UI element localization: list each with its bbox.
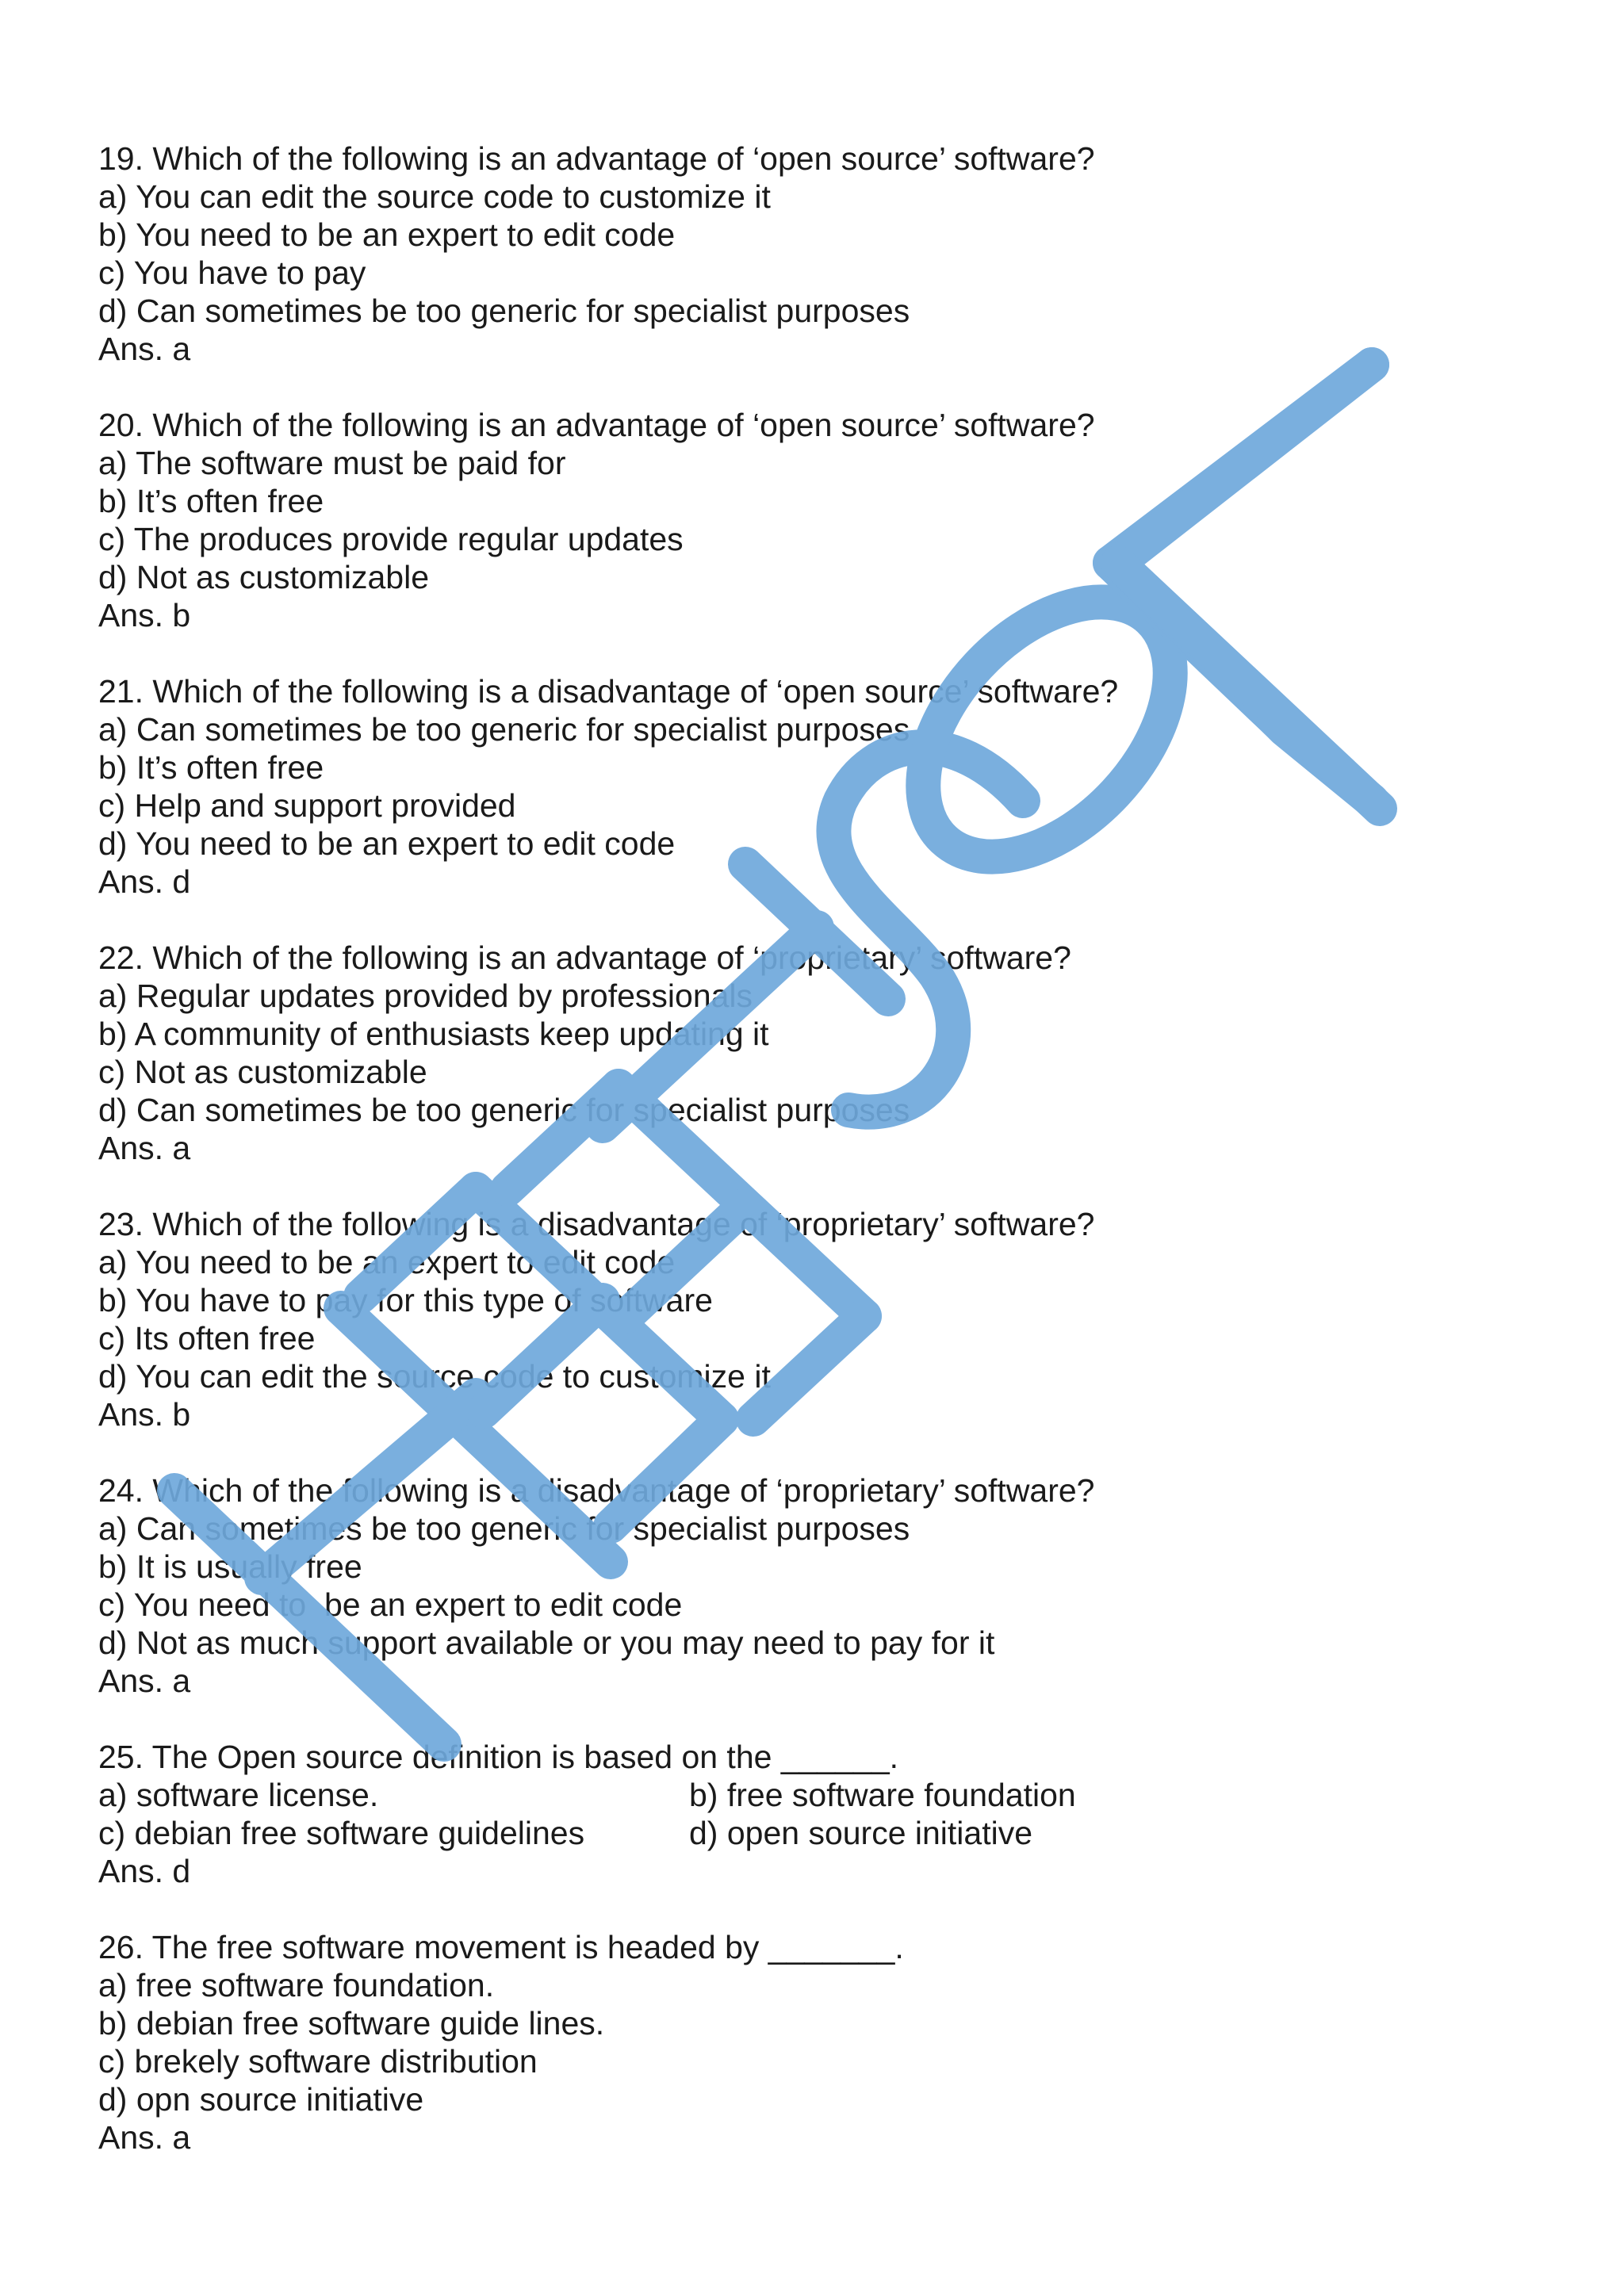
question-24 [98,1471,1526,1700]
question-19 [98,140,1526,368]
option-b: b) free software foundation [689,1777,1076,1813]
question-22 [98,939,1526,1167]
option-d: d) Can sometimes be too generic for specialist purposes [98,293,910,329]
option-b: b) A community of enthusiasts keep updating it [98,1016,769,1052]
option-b: b) You need to be an expert to edit code [98,216,676,253]
question-stem: 23. Which of the following is a disadvantage of ‘proprietary’ software? [98,1206,1095,1242]
option-c: c) Not as customizable [98,1054,427,1090]
question-26 [98,1928,1526,2156]
option-c: c) Its often free [98,1320,316,1357]
option-b: b) It is usually free [98,1548,362,1585]
option-a: a) Can sometimes be too generic for specialist purposes [98,1510,910,1547]
option-d: d) open source initiative [689,1815,1033,1851]
option-a: a) The software must be paid for [98,445,566,481]
option-c: c) You have to pay [98,254,366,291]
option-c: c) debian free software guidelines [98,1815,585,1851]
answer: Ans. b [98,1396,191,1433]
option-c: c) Help and support provided [98,787,516,824]
answer: Ans. a [98,2119,191,2156]
option-row [98,1814,1526,1852]
question-stem: 26. The free software movement is headed by _______. [98,1929,904,1965]
option-d: d) Not as much support available or you may need to pay for it [98,1624,995,1661]
question-stem: 20. Which of the following is an advantage of ‘open source’ software? [98,407,1095,443]
option-row [98,1776,1526,1814]
option-d: d) Can sometimes be too generic for specialist purposes [98,1092,910,1128]
question-list [98,140,1526,2195]
option-d: d) opn source initiative [98,2081,424,2118]
question-stem: 22. Which of the following is an advantage of ‘proprietary’ software? [98,939,1071,976]
option-a: a) Can sometimes be too generic for specialist purposes [98,711,910,748]
answer: Ans. a [98,1130,191,1166]
question-stem: 24. Which of the following is a disadvantage of ‘proprietary’ software? [98,1472,1095,1509]
question-20 [98,406,1526,634]
option-d: d) You need to be an expert to edit code [98,825,676,862]
option-c: c) brekely software distribution [98,2043,538,2080]
option-a: a) free software foundation. [98,1967,495,2003]
answer: Ans. d [98,863,191,900]
answer: Ans. a [98,1663,191,1699]
option-b: b) It’s often free [98,483,324,519]
option-a: a) You need to be an expert to edit code [98,1244,676,1280]
option-d: d) You can edit the source code to customize it [98,1358,771,1395]
option-b: b) It’s often free [98,749,324,786]
question-stem: 21. Which of the following is a disadvantage of ‘open source’ software? [98,673,1119,710]
option-b: b) You have to pay for this type of software [98,1282,713,1318]
answer: Ans. d [98,1853,191,1889]
question-stem: 25. The Open source definition is based on the ______. [98,1739,899,1775]
question-21 [98,672,1526,901]
option-a: a) software license. [98,1777,379,1813]
question-stem: 19. Which of the following is an advantage of ‘open source’ software? [98,140,1095,177]
option-a: a) You can edit the source code to customize it [98,178,771,215]
question-25 [98,1738,1526,1890]
answer: Ans. a [98,331,191,367]
question-23 [98,1205,1526,1433]
option-c: c) The produces provide regular updates [98,521,684,557]
option-c: c) You need to be an expert to edit code [98,1586,683,1623]
option-d: d) Not as customizable [98,559,430,595]
answer: Ans. b [98,597,191,633]
option-b: b) debian free software guide lines. [98,2005,605,2042]
option-a: a) Regular updates provided by professionals [98,978,753,1014]
